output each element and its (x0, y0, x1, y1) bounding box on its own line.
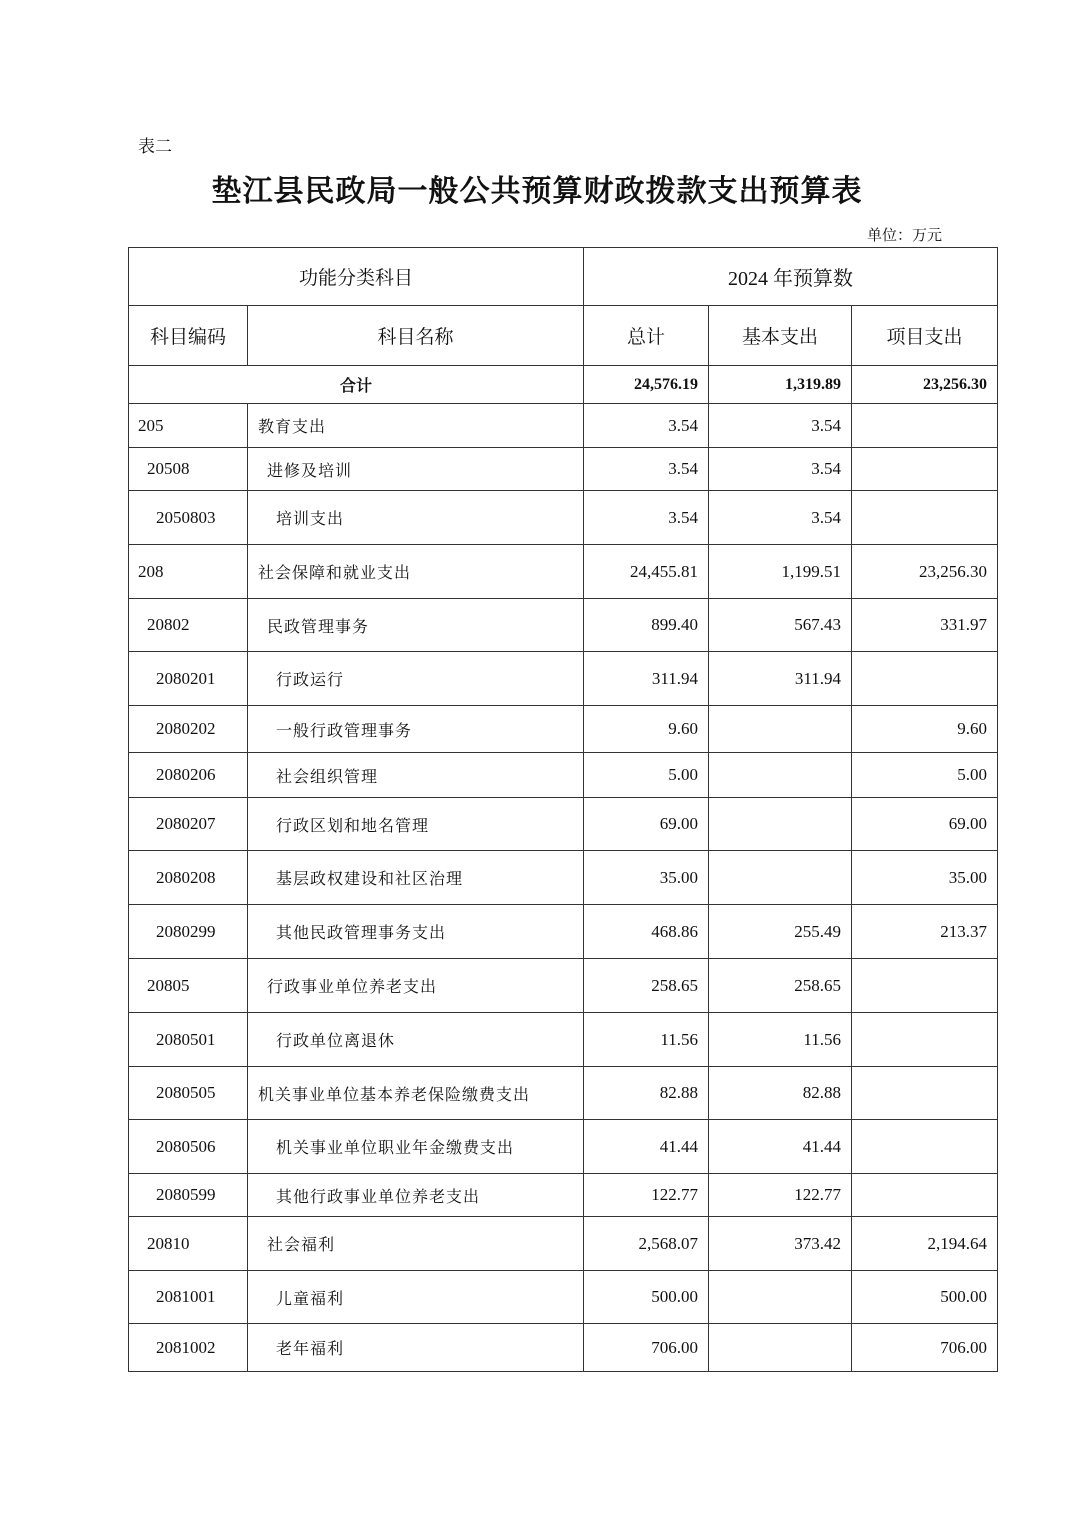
row-project (852, 491, 998, 545)
row-name: 其他行政事业单位养老支出 (248, 1174, 584, 1217)
row-basic: 1,199.51 (709, 545, 852, 599)
row-total: 899.40 (584, 599, 709, 652)
row-basic (709, 1271, 852, 1324)
row-basic: 122.77 (709, 1174, 852, 1217)
total-label: 合计 (129, 366, 584, 404)
row-basic (709, 1324, 852, 1372)
header-code: 科目编码 (129, 306, 248, 366)
table-row (129, 905, 998, 959)
row-code: 20810 (129, 1217, 248, 1271)
table-row (129, 1067, 998, 1120)
row-name: 进修及培训 (248, 448, 584, 491)
row-name: 教育支出 (248, 404, 584, 448)
table-row (129, 851, 998, 905)
header-project: 项目支出 (852, 306, 998, 366)
row-code: 2080206 (129, 753, 248, 798)
table-row (129, 1120, 998, 1174)
row-basic: 311.94 (709, 652, 852, 706)
row-name: 一般行政管理事务 (248, 706, 584, 753)
row-project: 69.00 (852, 798, 998, 851)
row-total: 82.88 (584, 1067, 709, 1120)
table-row (129, 599, 998, 652)
row-code: 20508 (129, 448, 248, 491)
header-year-budget: 2024 年预算数 (584, 248, 998, 306)
row-code: 205 (129, 404, 248, 448)
header-category: 功能分类科目 (129, 248, 584, 306)
row-code: 2080208 (129, 851, 248, 905)
row-project: 500.00 (852, 1271, 998, 1324)
row-code: 2080201 (129, 652, 248, 706)
header-name: 科目名称 (248, 306, 584, 366)
row-total: 9.60 (584, 706, 709, 753)
row-basic: 11.56 (709, 1013, 852, 1067)
table-tag: 表二 (138, 137, 172, 157)
row-code: 2081001 (129, 1271, 248, 1324)
table-row (129, 404, 998, 448)
header-basic: 基本支出 (709, 306, 852, 366)
row-basic: 3.54 (709, 404, 852, 448)
row-code: 208 (129, 545, 248, 599)
table-row (129, 1271, 998, 1324)
table-row (129, 753, 998, 798)
row-total: 3.54 (584, 448, 709, 491)
row-total: 11.56 (584, 1013, 709, 1067)
row-code: 2080505 (129, 1067, 248, 1120)
row-name: 社会福利 (248, 1217, 584, 1271)
row-project: 35.00 (852, 851, 998, 905)
row-basic (709, 753, 852, 798)
row-code: 2050803 (129, 491, 248, 545)
budget-table (128, 247, 998, 1372)
total-total: 24,576.19 (584, 366, 709, 404)
table-row (129, 652, 998, 706)
table-row (129, 448, 998, 491)
row-total: 24,455.81 (584, 545, 709, 599)
row-total: 3.54 (584, 404, 709, 448)
row-code: 20805 (129, 959, 248, 1013)
row-basic: 82.88 (709, 1067, 852, 1120)
table-row (129, 959, 998, 1013)
row-total: 35.00 (584, 851, 709, 905)
row-project: 213.37 (852, 905, 998, 959)
row-total: 706.00 (584, 1324, 709, 1372)
row-project: 2,194.64 (852, 1217, 998, 1271)
row-name: 社会保障和就业支出 (248, 545, 584, 599)
table-row (129, 706, 998, 753)
page-title: 垫江县民政局一般公共预算财政拨款支出预算表 (211, 174, 863, 209)
row-name: 儿童福利 (248, 1271, 584, 1324)
row-code: 2080207 (129, 798, 248, 851)
row-total: 5.00 (584, 753, 709, 798)
row-basic: 41.44 (709, 1120, 852, 1174)
table-row (129, 491, 998, 545)
row-project: 331.97 (852, 599, 998, 652)
row-basic: 3.54 (709, 448, 852, 491)
table-row (129, 1174, 998, 1217)
row-basic: 258.65 (709, 959, 852, 1013)
row-project (852, 448, 998, 491)
row-project (852, 1013, 998, 1067)
row-total: 122.77 (584, 1174, 709, 1217)
row-total: 468.86 (584, 905, 709, 959)
row-name: 行政区划和地名管理 (248, 798, 584, 851)
row-code: 2081002 (129, 1324, 248, 1372)
table-row (129, 1217, 998, 1271)
total-project: 23,256.30 (852, 366, 998, 404)
row-project (852, 404, 998, 448)
header-total: 总计 (584, 306, 709, 366)
row-total: 2,568.07 (584, 1217, 709, 1271)
row-basic: 373.42 (709, 1217, 852, 1271)
row-name: 民政管理事务 (248, 599, 584, 652)
row-project: 9.60 (852, 706, 998, 753)
row-basic: 567.43 (709, 599, 852, 652)
row-name: 老年福利 (248, 1324, 584, 1372)
table-row (129, 545, 998, 599)
row-total: 258.65 (584, 959, 709, 1013)
row-code: 2080202 (129, 706, 248, 753)
row-project: 23,256.30 (852, 545, 998, 599)
row-total: 311.94 (584, 652, 709, 706)
row-name: 行政运行 (248, 652, 584, 706)
total-basic: 1,319.89 (709, 366, 852, 404)
row-name: 机关事业单位职业年金缴费支出 (248, 1120, 584, 1174)
row-name: 行政事业单位养老支出 (248, 959, 584, 1013)
row-code: 2080501 (129, 1013, 248, 1067)
row-code: 2080599 (129, 1174, 248, 1217)
row-project (852, 652, 998, 706)
row-name: 机关事业单位基本养老保险缴费支出 (248, 1067, 584, 1120)
row-name: 培训支出 (248, 491, 584, 545)
row-basic (709, 851, 852, 905)
row-basic: 255.49 (709, 905, 852, 959)
total-row (129, 366, 998, 404)
row-project: 706.00 (852, 1324, 998, 1372)
row-project (852, 1120, 998, 1174)
row-project (852, 959, 998, 1013)
row-code: 2080299 (129, 905, 248, 959)
row-basic (709, 798, 852, 851)
row-name: 社会组织管理 (248, 753, 584, 798)
table-row (129, 1013, 998, 1067)
row-name: 行政单位离退休 (248, 1013, 584, 1067)
row-name: 其他民政管理事务支出 (248, 905, 584, 959)
row-total: 500.00 (584, 1271, 709, 1324)
row-total: 3.54 (584, 491, 709, 545)
table-row (129, 1324, 998, 1372)
row-total: 69.00 (584, 798, 709, 851)
row-basic: 3.54 (709, 491, 852, 545)
row-project: 5.00 (852, 753, 998, 798)
row-total: 41.44 (584, 1120, 709, 1174)
row-basic (709, 706, 852, 753)
row-code: 2080506 (129, 1120, 248, 1174)
row-project (852, 1067, 998, 1120)
row-project (852, 1174, 998, 1217)
row-name: 基层政权建设和社区治理 (248, 851, 584, 905)
table-row (129, 798, 998, 851)
unit-label: 单位：万元 (866, 226, 942, 244)
row-code: 20802 (129, 599, 248, 652)
